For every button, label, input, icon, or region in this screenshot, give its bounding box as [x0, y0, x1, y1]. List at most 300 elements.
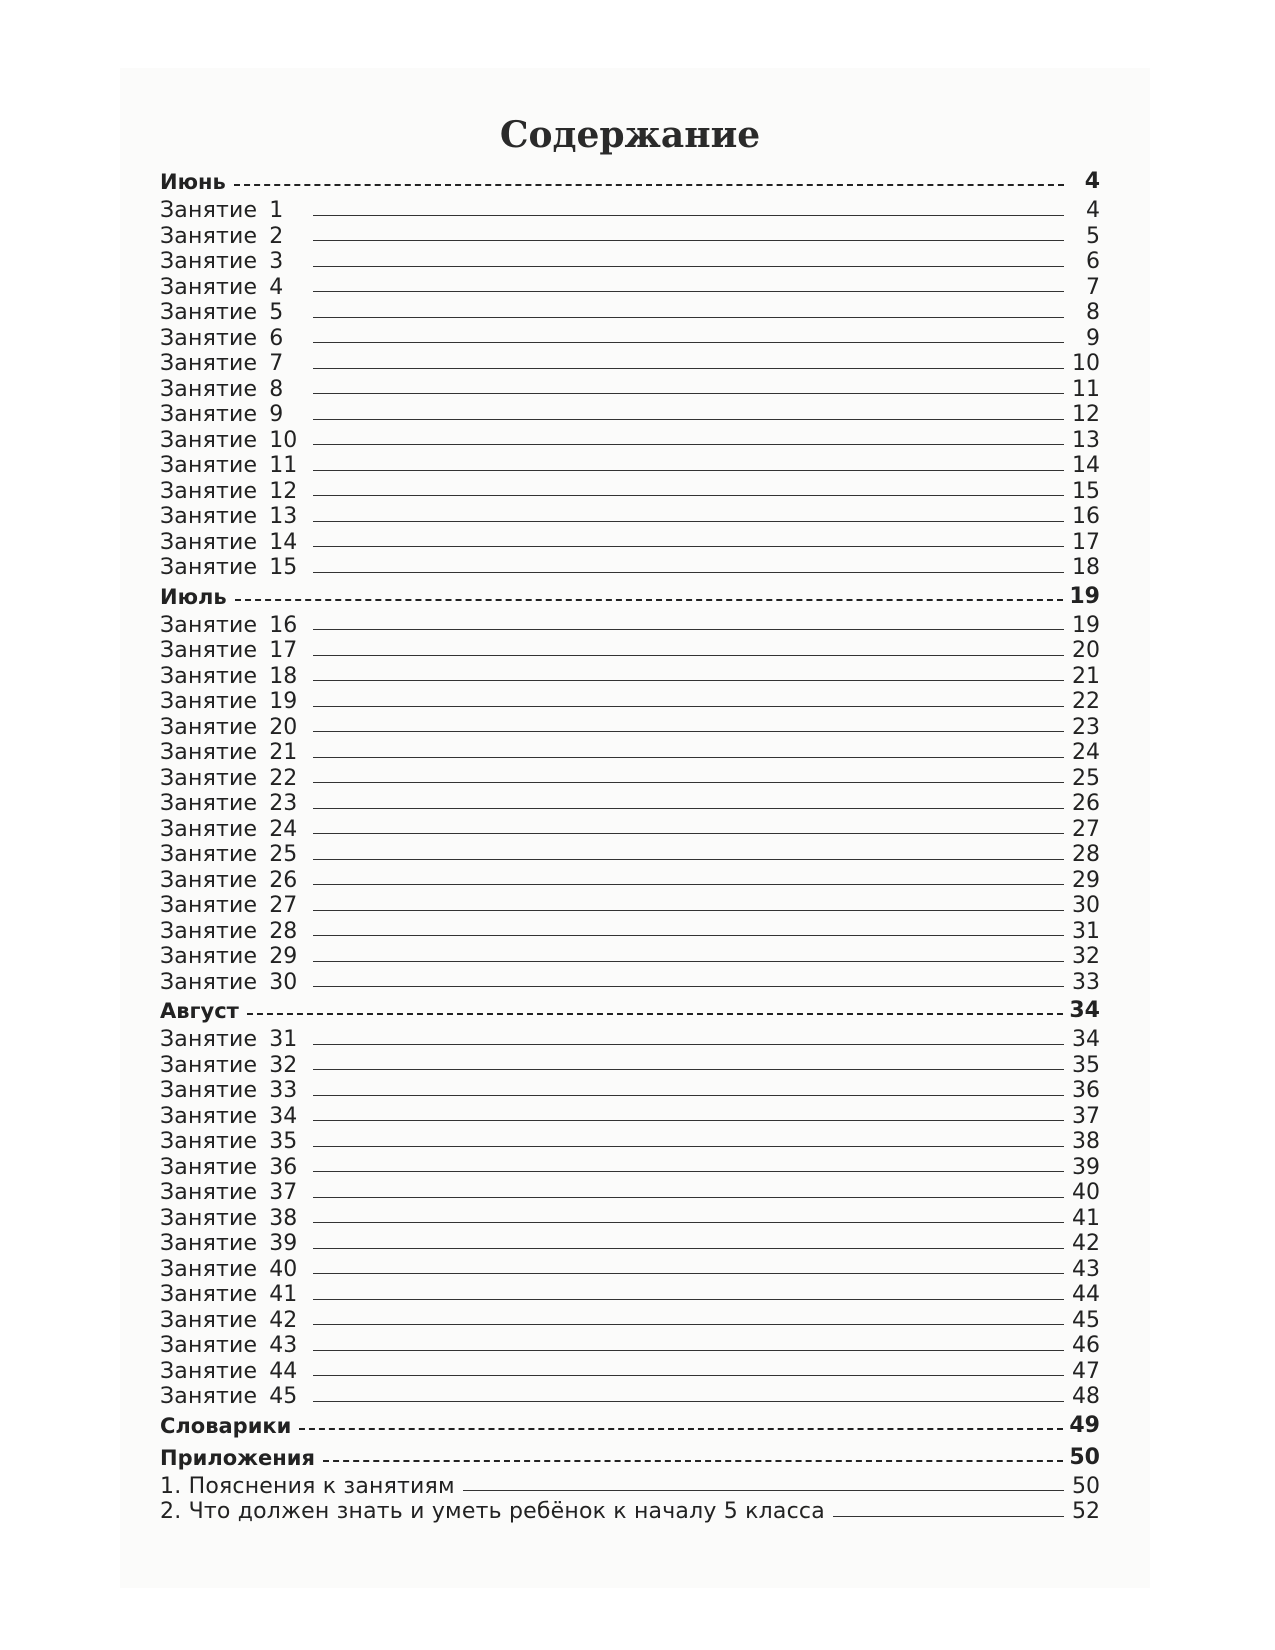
section-page-number: 50 — [1069, 1444, 1100, 1470]
entry-label — [160, 1078, 305, 1104]
entry-label — [160, 530, 305, 556]
toc-lesson-row — [160, 224, 1100, 250]
toc-lesson-row — [160, 842, 1100, 868]
toc-lesson-row — [160, 664, 1100, 690]
entry-title: Занятие — [160, 816, 258, 842]
entry-title: Занятие — [160, 689, 258, 714]
entry-label — [160, 300, 305, 326]
entry-page-number: 25 — [1072, 765, 1100, 791]
lesson-number: 18 — [269, 663, 298, 689]
line-leader — [313, 706, 1064, 707]
lesson-number: 29 — [269, 944, 298, 969]
entry-title: Занятие — [160, 1154, 258, 1180]
entry-title: Занятие — [160, 555, 258, 580]
lesson-number: 17 — [269, 638, 298, 663]
section-label: Словарики — [160, 1413, 292, 1438]
toc-lesson-row — [160, 275, 1100, 301]
lesson-number: 30 — [269, 969, 298, 995]
lesson-number: 4 — [269, 274, 284, 300]
toc-lesson-row — [160, 377, 1100, 403]
entry-page-number: 35 — [1072, 1052, 1100, 1078]
entry-label — [160, 1053, 305, 1079]
entry-title: Занятие — [160, 867, 258, 893]
entry-label — [160, 402, 305, 428]
entry-label — [160, 1308, 305, 1334]
entry-label — [160, 555, 305, 581]
dotted-leader — [235, 599, 1064, 601]
toc-lesson-row — [160, 300, 1100, 326]
entry-label — [160, 664, 305, 690]
lesson-number: 31 — [269, 1027, 298, 1052]
toc-section-row — [160, 166, 1100, 198]
entry-page-number: 41 — [1072, 1205, 1100, 1231]
line-leader — [313, 546, 1064, 547]
entry-page-number: 33 — [1072, 969, 1100, 995]
entry-page-number: 46 — [1072, 1333, 1100, 1358]
toc-lesson-row — [160, 689, 1100, 715]
entry-label — [160, 1155, 305, 1181]
toc-section-row — [160, 1442, 1100, 1474]
lesson-number: 38 — [269, 1205, 298, 1231]
entry-title: Занятие — [160, 842, 258, 867]
entry-page-number: 29 — [1072, 867, 1100, 893]
line-leader — [313, 240, 1064, 241]
entry-page-number: 6 — [1086, 249, 1100, 274]
entry-title: Занятие — [160, 351, 258, 376]
entry-title: Занятие — [160, 1129, 258, 1154]
lesson-number: 5 — [269, 300, 284, 325]
toc-lesson-row — [160, 944, 1100, 970]
entry-title: Занятие — [160, 402, 258, 427]
entry-title: Занятие — [160, 663, 258, 689]
line-leader — [313, 342, 1064, 343]
entry-label — [160, 249, 305, 275]
entry-page-number: 18 — [1072, 555, 1100, 580]
line-leader — [313, 495, 1064, 496]
toc-lesson-row — [160, 1053, 1100, 1079]
toc-lesson-row — [160, 402, 1100, 428]
line-leader — [313, 1146, 1064, 1147]
toc-lesson-row — [160, 740, 1100, 766]
entry-title: Занятие — [160, 918, 258, 944]
entry-page-number: 31 — [1072, 918, 1100, 944]
section-label: Август — [160, 999, 239, 1023]
entry-label — [160, 766, 305, 792]
toc-lesson-row — [160, 1155, 1100, 1181]
entry-label — [160, 1499, 825, 1525]
toc-lesson-row — [160, 1206, 1100, 1232]
lesson-number: 33 — [269, 1078, 298, 1103]
entry-title: Занятие — [160, 791, 258, 816]
toc-lesson-row — [160, 970, 1100, 996]
entry-page-number: 52 — [1072, 1499, 1100, 1524]
entry-label — [160, 1180, 305, 1206]
line-leader — [313, 986, 1064, 987]
toc-lesson-row — [160, 715, 1100, 741]
line-leader — [833, 1516, 1064, 1517]
entry-title: Занятие — [160, 612, 258, 638]
toc-lesson-row — [160, 1333, 1100, 1359]
entry-title: Занятие — [160, 765, 258, 791]
entry-title: Занятие — [160, 1103, 258, 1129]
entry-label — [160, 944, 305, 970]
entry-title: Занятие — [160, 427, 258, 453]
entry-page-number: 21 — [1072, 663, 1100, 689]
line-leader — [313, 1401, 1064, 1402]
line-leader — [313, 291, 1064, 292]
toc-lesson-row — [160, 1231, 1100, 1257]
lesson-number: 7 — [269, 351, 284, 376]
lesson-number: 32 — [269, 1052, 298, 1078]
lesson-number: 22 — [269, 765, 298, 791]
lesson-number: 9 — [269, 402, 284, 427]
entry-title: Занятие — [160, 300, 258, 325]
entry-label — [160, 970, 305, 996]
entry-page-number: 11 — [1072, 376, 1100, 402]
entry-label — [160, 1027, 305, 1053]
lesson-number: 3 — [269, 249, 284, 274]
entry-label — [160, 868, 305, 894]
line-leader — [463, 1490, 1064, 1491]
entry-label — [160, 919, 305, 945]
entry-page-number: 44 — [1072, 1282, 1100, 1307]
line-leader — [313, 859, 1064, 860]
entry-page-number: 17 — [1072, 529, 1100, 555]
entry-label — [160, 377, 305, 403]
entry-title: Занятие — [160, 1180, 258, 1205]
entry-label — [160, 504, 305, 530]
line-leader — [313, 1197, 1064, 1198]
entry-title: 1. Пояснения к занятиям — [160, 1473, 455, 1499]
entry-title: Занятие — [160, 740, 258, 765]
entry-title: Занятие — [160, 714, 258, 740]
entry-page-number: 9 — [1086, 325, 1100, 351]
entry-title: Занятие — [160, 274, 258, 300]
entry-page-number: 14 — [1072, 453, 1100, 478]
lesson-number: 1 — [269, 198, 284, 223]
lesson-number: 36 — [269, 1154, 298, 1180]
line-leader — [313, 680, 1064, 681]
line-leader — [313, 521, 1064, 522]
entry-page-number: 7 — [1086, 274, 1100, 300]
entry-page-number: 30 — [1072, 893, 1100, 918]
toc-lesson-row — [160, 1257, 1100, 1283]
entry-label — [160, 351, 305, 377]
toc-lesson-row — [160, 1384, 1100, 1410]
entry-page-number: 48 — [1072, 1384, 1100, 1409]
lesson-number: 39 — [269, 1231, 298, 1256]
dotted-leader — [234, 184, 1064, 186]
entry-page-number: 27 — [1072, 816, 1100, 842]
toc-lesson-row — [160, 351, 1100, 377]
toc-lesson-row — [160, 893, 1100, 919]
lesson-number: 23 — [269, 791, 298, 816]
line-leader — [313, 1299, 1064, 1300]
toc-lesson-row — [160, 530, 1100, 556]
toc-lesson-row — [160, 1180, 1100, 1206]
line-leader — [313, 961, 1064, 962]
toc-lesson-row — [160, 1104, 1100, 1130]
lesson-number: 28 — [269, 918, 298, 944]
entry-label — [160, 326, 305, 352]
section-page-number: 34 — [1069, 998, 1100, 1023]
toc-lesson-row — [160, 453, 1100, 479]
entry-title: Занятие — [160, 1027, 258, 1052]
lesson-number: 8 — [269, 376, 284, 402]
line-leader — [313, 1120, 1064, 1121]
entry-label — [160, 715, 305, 741]
lesson-number: 42 — [269, 1307, 298, 1333]
entry-label — [160, 1474, 455, 1500]
entry-title: Занятие — [160, 1078, 258, 1103]
toc-lesson-row — [160, 638, 1100, 664]
entry-label — [160, 1333, 305, 1359]
entry-page-number: 45 — [1072, 1307, 1100, 1333]
entry-page-number: 5 — [1086, 223, 1100, 249]
dotted-leader — [323, 1460, 1063, 1462]
entry-page-number: 34 — [1072, 1027, 1100, 1052]
line-leader — [313, 1171, 1064, 1172]
entry-page-number: 23 — [1072, 714, 1100, 740]
lesson-number: 25 — [269, 842, 298, 867]
entry-title: Занятие — [160, 1052, 258, 1078]
entry-title: Занятие — [160, 1231, 258, 1256]
section-label: Июль — [160, 584, 227, 609]
entry-title: Занятие — [160, 249, 258, 274]
entry-page-number: 36 — [1072, 1078, 1100, 1103]
dotted-leader — [247, 1013, 1064, 1015]
line-leader — [313, 1375, 1064, 1376]
entry-label — [160, 198, 305, 224]
entry-page-number: 39 — [1072, 1154, 1100, 1180]
toc-lesson-row — [160, 1282, 1100, 1308]
entry-page-number: 37 — [1072, 1103, 1100, 1129]
line-leader — [313, 1248, 1064, 1249]
line-leader — [313, 808, 1064, 809]
toc-lesson-row — [160, 326, 1100, 352]
entry-label — [160, 479, 305, 505]
line-leader — [313, 655, 1064, 656]
toc-lesson-row — [160, 766, 1100, 792]
entry-page-number: 22 — [1072, 689, 1100, 714]
entry-title: Занятие — [160, 453, 258, 478]
line-leader — [313, 572, 1064, 573]
section-label: Приложения — [160, 1445, 315, 1470]
entry-label — [160, 224, 305, 250]
lesson-number: 34 — [269, 1103, 298, 1129]
lesson-number: 14 — [269, 529, 298, 555]
entry-title: Занятие — [160, 1358, 258, 1384]
lesson-number: 26 — [269, 867, 298, 893]
entry-label — [160, 1129, 305, 1155]
lesson-number: 13 — [269, 504, 298, 529]
lesson-number: 16 — [269, 612, 298, 638]
lesson-number: 45 — [269, 1384, 298, 1409]
entry-label — [160, 638, 305, 664]
section-page-number: 4 — [1084, 169, 1100, 194]
toc-lesson-row — [160, 504, 1100, 530]
line-leader — [313, 1273, 1064, 1274]
toc-lesson-row — [160, 1129, 1100, 1155]
entry-page-number: 28 — [1072, 842, 1100, 867]
line-leader — [313, 444, 1064, 445]
toc-lesson-row — [160, 555, 1100, 581]
line-leader — [313, 910, 1064, 911]
toc-lesson-row — [160, 249, 1100, 275]
entry-label — [160, 453, 305, 479]
entry-title: Занятие — [160, 969, 258, 995]
entry-title: Занятие — [160, 1384, 258, 1409]
table-of-contents — [160, 108, 1100, 1525]
entry-page-number: 20 — [1072, 638, 1100, 663]
entry-page-number: 8 — [1086, 300, 1100, 325]
toc-lesson-row — [160, 479, 1100, 505]
line-leader — [313, 215, 1064, 216]
entry-label — [160, 1384, 305, 1410]
section-page-number: 49 — [1069, 1412, 1100, 1438]
entry-page-number: 4 — [1086, 198, 1100, 223]
lesson-number: 40 — [269, 1256, 298, 1282]
toc-lesson-row — [160, 1027, 1100, 1053]
entry-page-number: 32 — [1072, 944, 1100, 969]
lesson-number: 41 — [269, 1282, 298, 1307]
toc-lesson-row — [160, 919, 1100, 945]
line-leader — [313, 935, 1064, 936]
toc-lesson-row — [160, 868, 1100, 894]
entry-title: Занятие — [160, 1205, 258, 1231]
entry-label — [160, 817, 305, 843]
entry-page-number: 43 — [1072, 1256, 1100, 1282]
toc-appendix-row — [160, 1499, 1100, 1525]
entry-title: Занятие — [160, 478, 258, 504]
line-leader — [313, 757, 1064, 758]
lesson-number: 27 — [269, 893, 298, 918]
entry-title: Занятие — [160, 223, 258, 249]
toc-lesson-row — [160, 1359, 1100, 1385]
line-leader — [313, 368, 1064, 369]
entry-page-number: 15 — [1072, 478, 1100, 504]
toc-lesson-row — [160, 817, 1100, 843]
entry-page-number: 42 — [1072, 1231, 1100, 1256]
lesson-number: 37 — [269, 1180, 298, 1205]
entry-title: Занятие — [160, 529, 258, 555]
lesson-number: 10 — [269, 427, 298, 453]
entry-page-number: 47 — [1072, 1358, 1100, 1384]
entry-label — [160, 275, 305, 301]
line-leader — [313, 782, 1064, 783]
toc-section-row — [160, 995, 1100, 1027]
entry-title: Занятие — [160, 1256, 258, 1282]
lesson-number: 12 — [269, 478, 298, 504]
entry-label — [160, 791, 305, 817]
lesson-number: 44 — [269, 1358, 298, 1384]
line-leader — [313, 1350, 1064, 1351]
entry-title: Занятие — [160, 893, 258, 918]
toc-lesson-row — [160, 613, 1100, 639]
line-leader — [313, 393, 1064, 394]
entry-page-number: 10 — [1072, 351, 1100, 376]
line-leader — [313, 833, 1064, 834]
dotted-leader — [299, 1428, 1063, 1430]
toc-lesson-row — [160, 428, 1100, 454]
line-leader — [313, 1069, 1064, 1070]
entry-title: Занятие — [160, 1333, 258, 1358]
entry-title: Занятие — [160, 944, 258, 969]
line-leader — [313, 1044, 1064, 1045]
toc-section-row — [160, 581, 1100, 613]
entry-label — [160, 689, 305, 715]
section-page-number: 19 — [1069, 583, 1100, 609]
line-leader — [313, 1324, 1064, 1325]
section-label: Июнь — [160, 170, 226, 194]
lesson-number: 35 — [269, 1129, 298, 1154]
entry-page-number: 26 — [1072, 791, 1100, 816]
entry-page-number: 24 — [1072, 740, 1100, 765]
lesson-number: 6 — [269, 325, 284, 351]
entry-label — [160, 1282, 305, 1308]
entry-title: Занятие — [160, 376, 258, 402]
line-leader — [313, 1095, 1064, 1096]
toc-lesson-row — [160, 1308, 1100, 1334]
lesson-number: 2 — [269, 223, 284, 249]
page-title: Содержание — [499, 114, 761, 156]
toc-lesson-row — [160, 791, 1100, 817]
entry-page-number: 19 — [1072, 612, 1100, 638]
toc-lesson-row — [160, 1078, 1100, 1104]
lesson-number: 21 — [269, 740, 298, 765]
lesson-number: 11 — [269, 453, 298, 478]
entry-label — [160, 428, 305, 454]
line-leader — [313, 1222, 1064, 1223]
entry-title: Занятие — [160, 1307, 258, 1333]
entry-label — [160, 1231, 305, 1257]
line-leader — [313, 884, 1064, 885]
lesson-number: 20 — [269, 714, 298, 740]
lesson-number: 15 — [269, 555, 298, 580]
line-leader — [313, 419, 1064, 420]
entry-page-number: 13 — [1072, 427, 1100, 453]
entry-label — [160, 1257, 305, 1283]
line-leader — [313, 317, 1064, 318]
line-leader — [313, 470, 1064, 471]
lesson-number: 43 — [269, 1333, 298, 1358]
line-leader — [313, 266, 1064, 267]
entry-label — [160, 1206, 305, 1232]
entry-page-number: 12 — [1072, 402, 1100, 427]
lesson-number: 24 — [269, 816, 298, 842]
entry-label — [160, 1104, 305, 1130]
toc-appendix-row — [160, 1474, 1100, 1500]
entry-label — [160, 842, 305, 868]
line-leader — [313, 731, 1064, 732]
entry-title: 2. Что должен знать и уметь ребёнок к началу 5 класса — [160, 1499, 825, 1524]
entry-label — [160, 613, 305, 639]
lesson-number: 19 — [269, 689, 298, 714]
toc-lesson-row — [160, 198, 1100, 224]
line-leader — [313, 629, 1064, 630]
entry-label — [160, 893, 305, 919]
entry-page-number: 40 — [1072, 1180, 1100, 1205]
entry-title: Занятие — [160, 325, 258, 351]
entry-title: Занятие — [160, 198, 258, 223]
entry-title: Занятие — [160, 638, 258, 663]
toc-entries — [160, 166, 1100, 1525]
entry-label — [160, 740, 305, 766]
entry-title: Занятие — [160, 504, 258, 529]
entry-page-number: 38 — [1072, 1129, 1100, 1154]
entry-label — [160, 1359, 305, 1385]
entry-page-number: 50 — [1072, 1473, 1100, 1499]
